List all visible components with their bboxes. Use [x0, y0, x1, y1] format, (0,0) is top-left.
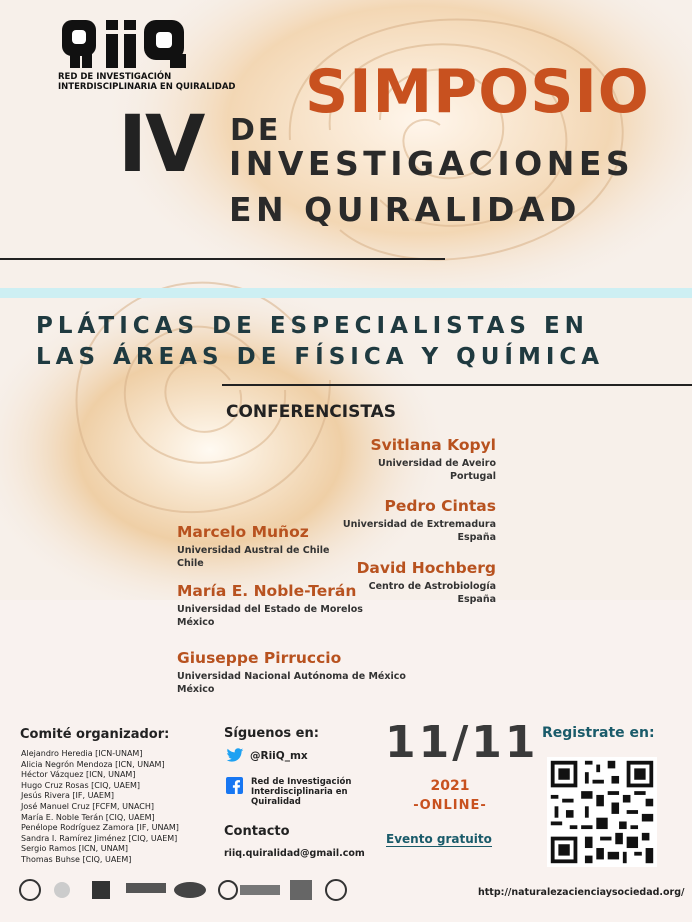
register-url-link[interactable]: http://naturalezacienciaysociedad.org/ — [478, 887, 685, 898]
list-item: José Manuel Cruz [FCFM, UNACH] — [21, 801, 154, 811]
divider — [0, 258, 445, 260]
email-link[interactable]: riiq.quiralidad@gmail.com — [224, 848, 365, 859]
register-title: Registrate en: — [542, 725, 655, 741]
event-mode: -ONLINE- — [413, 798, 487, 813]
logo-text: RED DE INVESTIGACIÓN INTERDISCIPLINARIA EN QUIRALIDAD — [58, 72, 236, 92]
list-item: María E. Noble Terán [CIQ, UAEM] — [21, 812, 155, 822]
speaker-name: Giuseppe Pirruccio — [177, 649, 342, 667]
speaker-card — [177, 582, 363, 629]
contact-title: Contacto — [224, 824, 290, 839]
speaker-country: México — [177, 617, 215, 628]
fcfm-logo-icon — [326, 880, 346, 900]
speaker-country: Portugal — [450, 471, 496, 482]
farmacia-logo-icon — [174, 882, 206, 898]
facebook-icon — [226, 777, 243, 794]
icn-logo-icon — [54, 882, 70, 898]
speaker-card — [177, 649, 406, 696]
social-title: Síguenos en: — [224, 726, 319, 741]
twitter-handle: @RiiQ_mx — [250, 749, 308, 762]
color-band — [0, 288, 692, 298]
unam-logo-icon — [20, 880, 40, 900]
list-item: Thomas Buhse [CIQ, UAEM] — [21, 854, 132, 864]
list-item: Alejandro Heredia [ICN-UNAM] — [21, 749, 143, 758]
qr-code-icon[interactable] — [547, 757, 657, 867]
speaker-affiliation: Universidad Austral de Chile — [177, 545, 330, 556]
symposium-title: SIMPOSIO — [305, 57, 650, 127]
speakers-heading: CONFERENCISTAS — [226, 402, 397, 422]
event-date: 11/11 — [385, 717, 539, 768]
subtitle-line2: LAS ÁREAS DE FÍSICA Y QUÍMICA — [36, 344, 605, 370]
event-year: 2021 — [430, 778, 470, 794]
list-item: Hugo Cruz Rosas [CIQ, UAEM] — [21, 780, 141, 790]
title-line-investigaciones: INVESTIGACIONES — [229, 144, 635, 183]
if-logo-icon — [92, 881, 110, 899]
speaker-card — [300, 436, 496, 483]
speaker-country: España — [457, 532, 496, 543]
speaker-affiliation: Universidad Nacional Autónoma de México — [177, 671, 406, 682]
speaker-country: España — [457, 594, 496, 605]
twitter-icon — [226, 748, 244, 763]
ciq-logo-icon — [219, 881, 280, 899]
committee-title: Comité organizador: — [20, 727, 170, 742]
list-item: Jesús Rivera [IF, UAEM] — [21, 791, 114, 801]
speaker-country: México — [177, 684, 215, 695]
facebook-link[interactable] — [226, 777, 351, 807]
speaker-name: Pedro Cintas — [384, 497, 496, 515]
speaker-affiliation: Universidad del Estado de Morelos — [177, 604, 363, 615]
subtitle-line1: PLÁTICAS DE ESPECIALISTAS EN — [36, 313, 589, 339]
divider — [222, 384, 692, 386]
speaker-affiliation: Universidad de Extremadura — [342, 519, 496, 530]
sponsor-logos — [18, 877, 373, 903]
speaker-name: David Hochberg — [356, 559, 496, 577]
committee-list — [21, 749, 179, 866]
list-item: Penélope Rodríguez Zamora [IF, UNAM] — [21, 823, 179, 833]
speaker-card — [177, 523, 330, 570]
list-item: Sergio Ramos [ICN, UNAM] — [21, 844, 129, 854]
list-item: Alicia Negrón Mendoza [ICN, UNAM] — [21, 759, 165, 769]
riiq-logo-icon — [60, 18, 210, 70]
unach-logo-icon — [290, 880, 312, 900]
speaker-name: María E. Noble-Terán — [177, 582, 357, 600]
edition-number: IV — [118, 100, 204, 190]
speaker-name: Marcelo Muñoz — [177, 523, 309, 541]
free-event-link[interactable]: Evento gratuito — [386, 832, 492, 846]
list-item: Héctor Vázquez [ICN, UNAM] — [21, 770, 136, 780]
title-line-quiralidad: EN QUIRALIDAD — [229, 190, 581, 229]
speaker-affiliation: Centro de Astrobiología — [368, 581, 496, 592]
twitter-link[interactable] — [226, 748, 308, 763]
speaker-affiliation: Universidad de Aveiro — [378, 458, 496, 469]
uaem-logo-icon — [126, 883, 166, 893]
list-item: Sandra I. Ramírez Jiménez [CIQ, UAEM] — [21, 833, 178, 843]
speaker-name: Svitlana Kopyl — [370, 436, 496, 454]
title-de: DE — [230, 113, 282, 148]
speaker-country: Chile — [177, 558, 204, 569]
facebook-page-name: Red de Investigación Interdisciplinaria en Quiralidad — [251, 777, 352, 807]
